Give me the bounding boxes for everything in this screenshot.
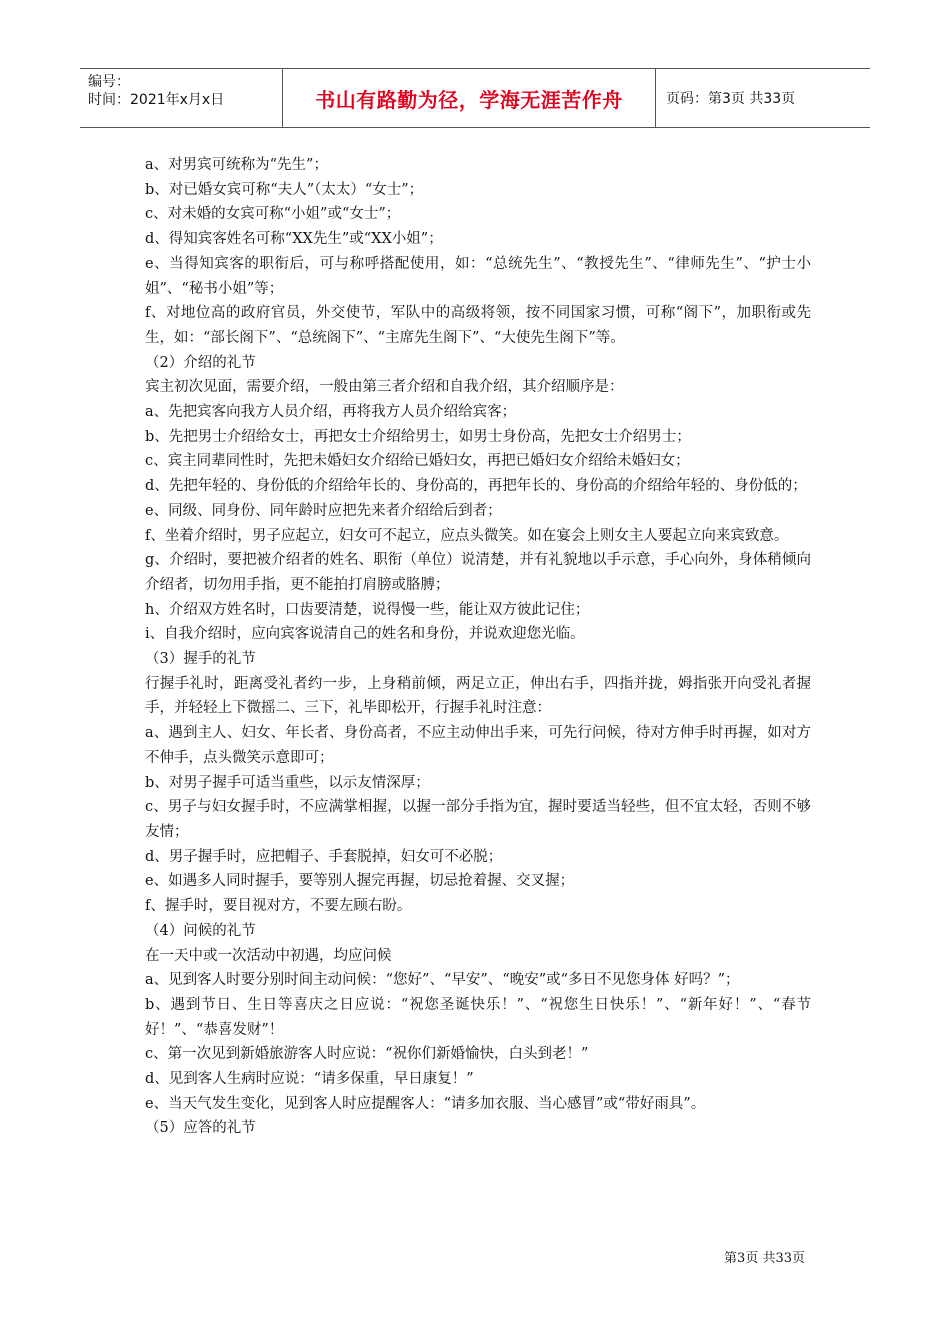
paragraph: f、握手时，要目视对方，不要左顾右盼。 [145, 898, 412, 915]
paragraph: c、男子与妇女握手时，不应满掌相握，以握一部分手指为宜，握时要适当轻些，但不宜太轻，否则不够友情； [145, 799, 811, 840]
paragraph: b、对已婚女宾可称“夫人”（太太）“女士”； [145, 181, 424, 198]
paragraph: 行握手礼时，距离受礼者约一步，上身稍前倾，两足立正，伸出右手，四指并拢，姆指张开向受礼者握手，并轻轻上下微摇二、三下，礼毕即松开，行握手礼时注意： [145, 675, 811, 717]
paragraph: b、对男子握手可适当重些，以示友情深厚； [145, 774, 430, 791]
paragraph: c、第一次见到新婚旅游客人时应说：“祝你们新婚愉快，白头到老！” [145, 1046, 589, 1063]
paragraph: c、对未婚的女宾可称“小姐”或“女士”； [145, 206, 401, 223]
paragraph: 在一天中或一次活动中初遇，均应问候 [145, 947, 392, 964]
section-heading: （2）介绍的礼节 [145, 354, 256, 371]
paragraph: 宾主初次见面，需要介绍，一般由第三者介绍和自我介绍，其介绍顺序是： [145, 379, 624, 396]
paragraph: e、如遇多人同时握手，要等别人握完再握，切忌抢着握、交叉握； [145, 873, 575, 890]
section-heading: （4）问候的礼节 [145, 922, 256, 939]
paragraph: d、见到客人生病时应说：“请多保重，早日康复！” [145, 1071, 474, 1088]
header-page-number: 页码：第3页 共33页 [666, 91, 796, 107]
paragraph: e、当得知宾客的职衔后，可与称呼搭配使用，如：“总统先生”、“教授先生”、“律师先生”、“护士小姐”、“秘书小姐”等； [145, 255, 811, 297]
paragraph: g、介绍时，要把被介绍者的姓名、职衔（单位）说清楚，并有礼貌地以手示意，手心向外，身体稍倾向介绍者，切勿用手指，更不能拍打肩膀或胳膊； [145, 552, 811, 593]
paragraph: i、自我介绍时，应向宾客说清自己的姓名和身份，并说欢迎您光临。 [145, 626, 585, 643]
paragraph: f、坐着介绍时，男子应起立，妇女可不起立，应点头微笑。如在宴会上则女主人要起立向来宾致意。 [145, 527, 789, 544]
paragraph: h、介绍双方姓名时，口齿要清楚，说得慢一些，能让双方彼此记住； [145, 601, 590, 618]
paragraph: d、得知宾客姓名可称“XX先生”或“XX小姐”； [145, 231, 443, 248]
page-header [80, 68, 870, 128]
paragraph: c、宾主同辈同性时，先把未婚妇女介绍给已婚妇女，再把已婚妇女介绍给未婚妇女； [145, 453, 690, 470]
document-number-label: 编号： [88, 74, 130, 90]
paragraph: a、先把宾客向我方人员介绍，再将我方人员介绍给宾客； [145, 404, 517, 421]
paragraph: d、男子握手时，应把帽子、手套脱掉，妇女可不必脱； [145, 848, 503, 865]
document-date-label: 时间：2021年x月x日 [88, 92, 225, 108]
header-meta-cell [80, 69, 283, 127]
paragraph: b、先把男士介绍给女士，再把女士介绍给男士，如男士身份高，先把女士介绍男士； [145, 428, 691, 445]
paragraph: b、遇到节日、生日等喜庆之日应说：“祝您圣诞快乐！”、“祝您生日快乐！”、“新年好！”、“春节好！”、“恭喜发财”！ [145, 996, 811, 1038]
paragraph: e、当天气发生变化，见到客人时应提醒客人：“请多加衣服、当心感冒”或“带好雨具”。 [145, 1095, 706, 1112]
paragraph: a、见到客人时要分别时间主动问候：“您好”、“早安”、“晚安”或“多日不见您身体 好吗？”； [145, 972, 740, 989]
section-heading: （5）应答的礼节 [145, 1120, 256, 1137]
paragraph: d、先把年轻的、身份低的介绍给年长的、身份高的，再把年长的、身份高的介绍给年轻的、身份低的； [145, 478, 807, 495]
paragraph: f、对地位高的政府官员，外交使节，军队中的高级将领，按不同国家习惯，可称“阁下”，加职衔或先生，如：“部长阁下”、“总统阁下”、“主席先生阁下”、“大使先生阁下”等。 [145, 305, 811, 346]
page-footer: 第3页 共33页 [724, 1251, 805, 1266]
paragraph: a、遇到主人、妇女、年长者、身份高者，不应主动伸出手来，可先行问候，待对方伸手时再握，如对方不伸手，点头微笑示意即可； [145, 725, 811, 766]
document-body [145, 153, 811, 1141]
paragraph: a、对男宾可统称为“先生”； [145, 157, 328, 173]
section-heading: （3）握手的礼节 [145, 651, 256, 668]
header-motto: 书山有路勤为径，学海无涯苦作舟 [283, 69, 656, 127]
paragraph: e、同级、同身份、同年龄时应把先来者介绍给后到者； [145, 502, 502, 519]
